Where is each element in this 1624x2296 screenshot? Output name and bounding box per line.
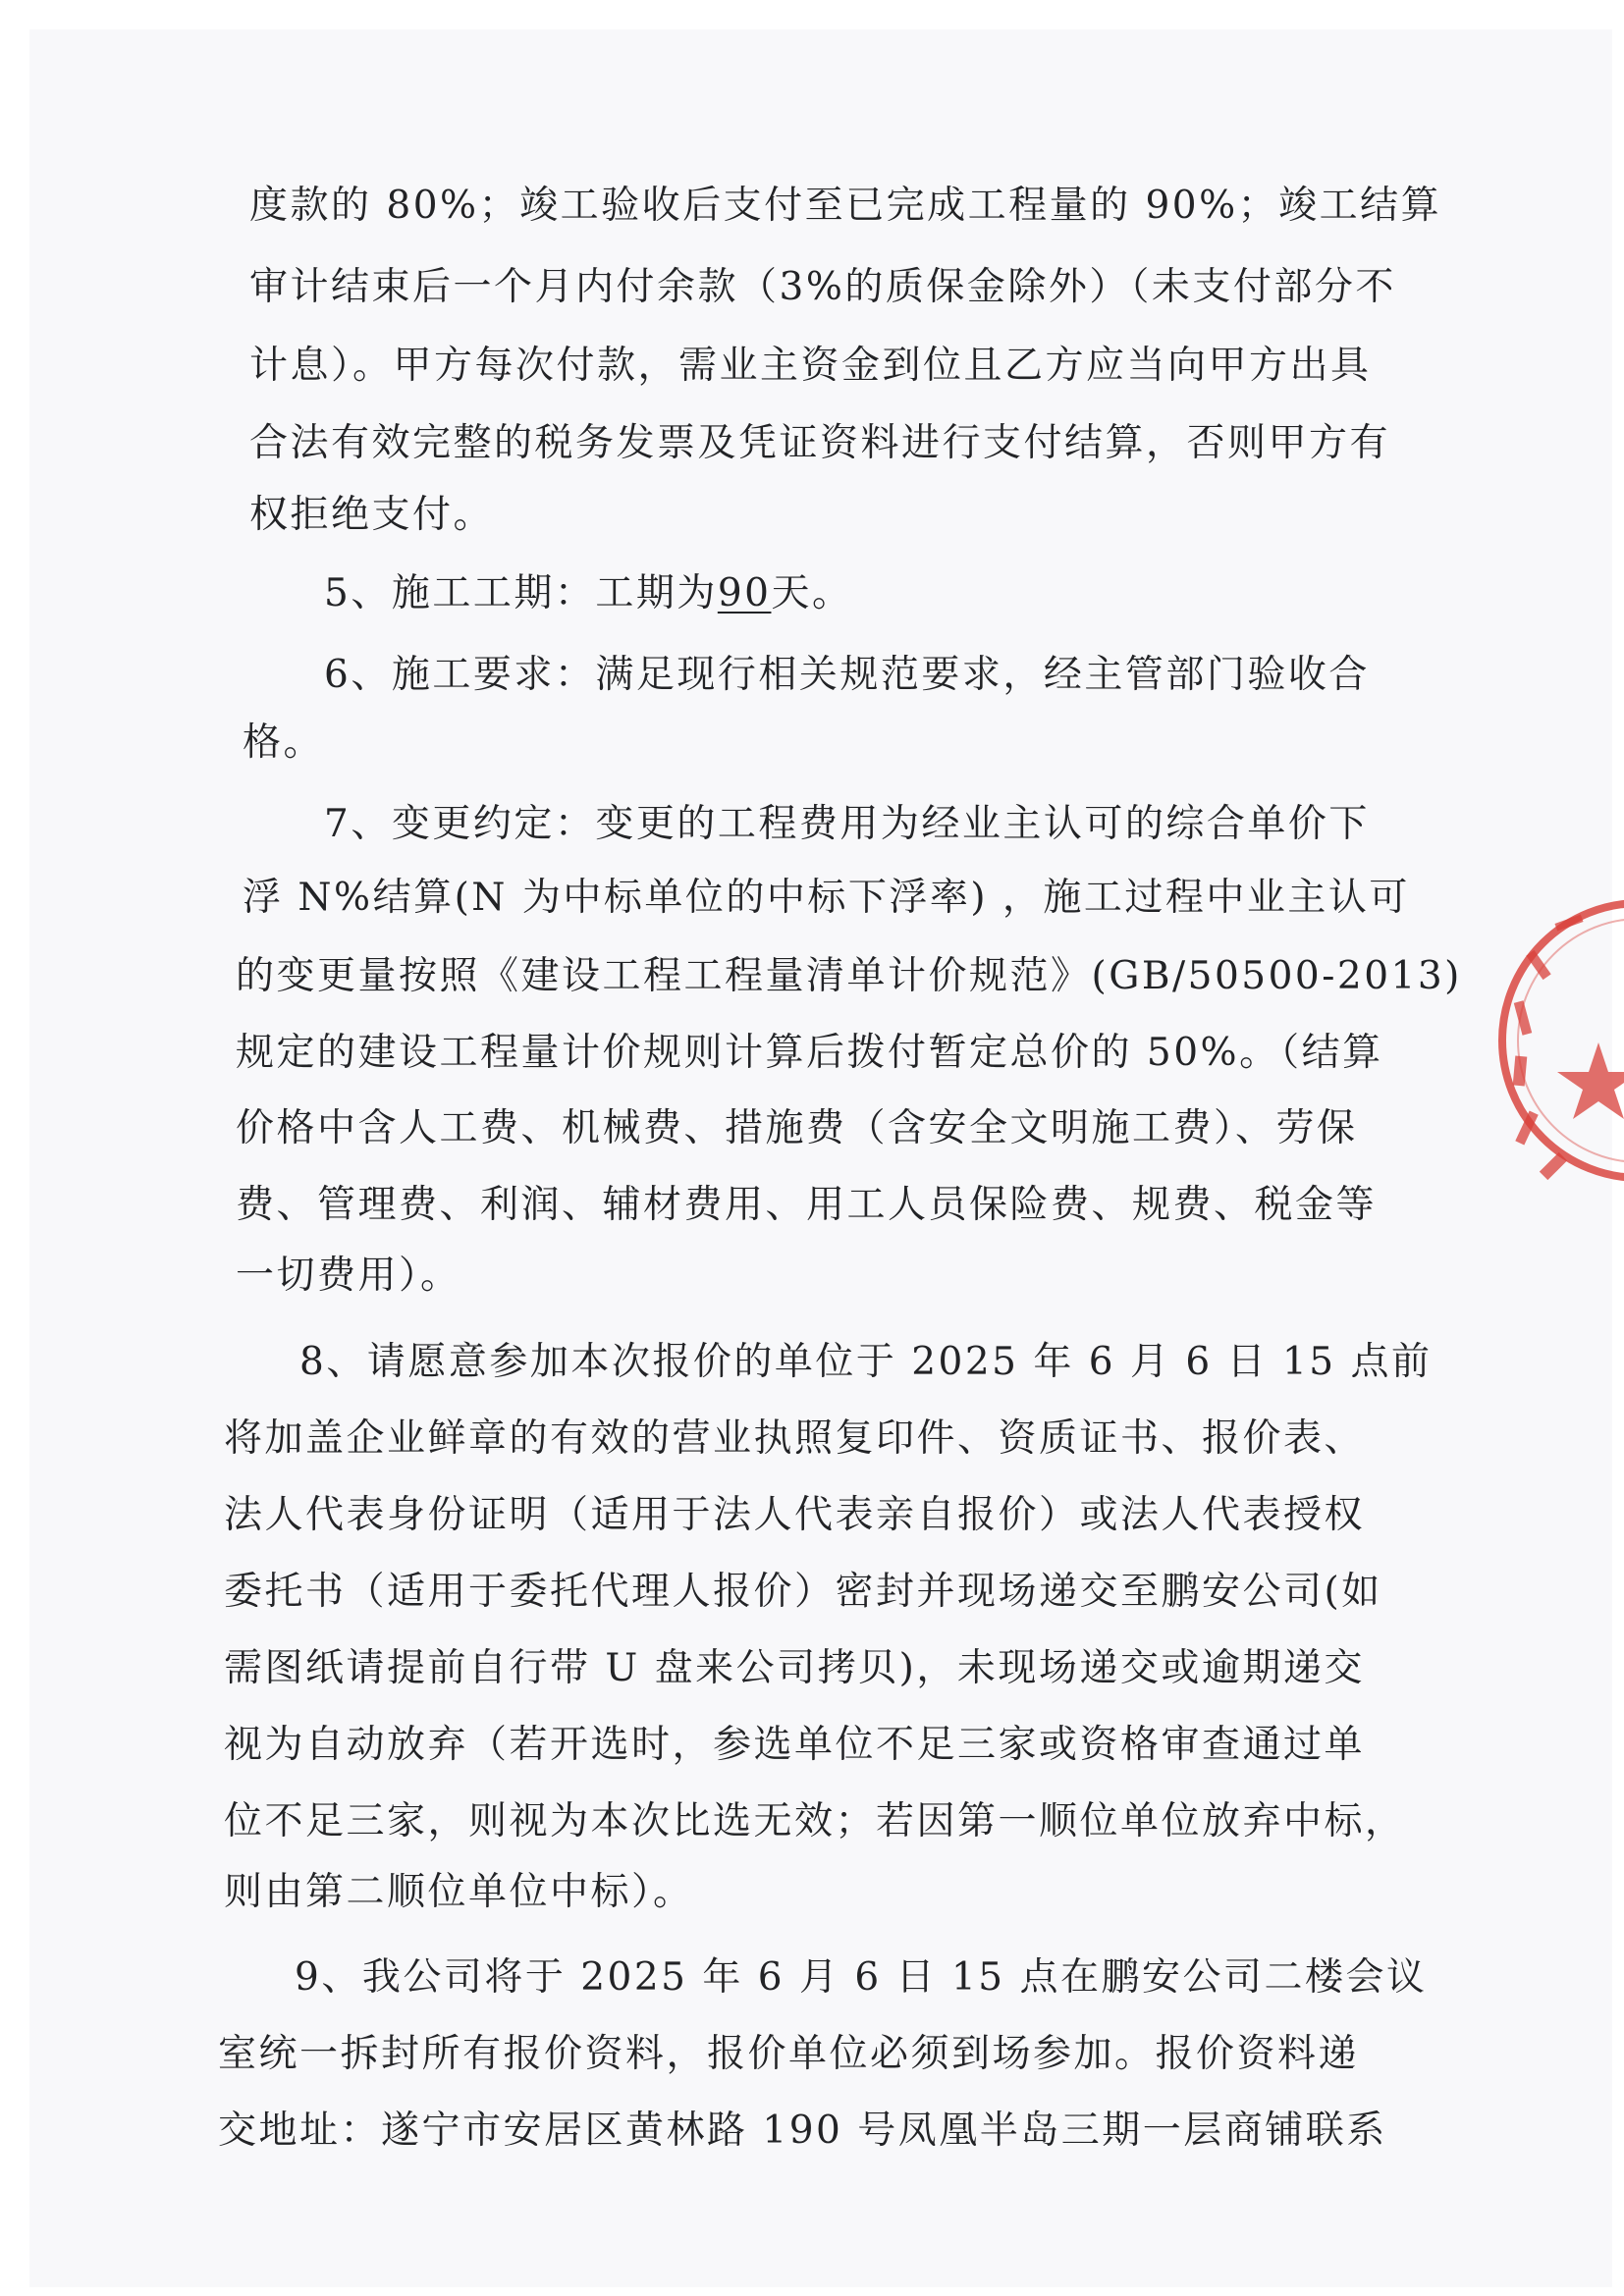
line-segment: 天。 [771, 571, 853, 615]
text-line [324, 571, 853, 615]
text-line: 需图纸请提前自行带 U 盘来公司拷贝)，未现场递交或逾期递交 [224, 1646, 1365, 1690]
text-line: 则由第二顺位单位中标）。 [224, 1870, 694, 1914]
text-line: 法人代表身份证明（适用于法人代表亲自报价）或法人代表授权 [224, 1493, 1366, 1537]
text-line: 将加盖企业鲜章的有效的营业执照复印件、资质证书、报价表、 [224, 1416, 1366, 1461]
text-line: 7、变更约定：变更的工程费用为经业主认可的综合单价下 [324, 802, 1370, 846]
text-line: 权拒绝支付。 [249, 493, 495, 537]
text-line: 6、施工要求：满足现行相关规范要求，经主管部门验收合 [324, 653, 1370, 697]
line-segment: 5、施工工期：工期为 [324, 571, 718, 615]
text-line: 交地址：遂宁市安居区黄林路 190 号凤凰半岛三期一层商铺联系 [218, 2109, 1387, 2153]
text-line: 计息）。甲方每次付款，需业主资金到位且乙方应当向甲方出具 [249, 344, 1372, 388]
text-line: 视为自动放弃（若开选时，参选单位不足三家或资格审查通过单 [224, 1723, 1366, 1767]
text-line: 委托书（适用于委托代理人报价）密封并现场递交至鹏安公司(如 [224, 1570, 1382, 1614]
text-line: 的变更量按照《建设工程工程量清单计价规范》(GB/50500-2013) [236, 954, 1462, 998]
text-line: 位不足三家，则视为本次比选无效；若因第一顺位单位放弃中标， [224, 1799, 1406, 1843]
text-line: 室统一拆封所有报价资料，报价单位必须到场参加。报价资料递 [218, 2032, 1360, 2076]
text-line: 一切费用）。 [236, 1254, 461, 1298]
text-line: 费、管理费、利润、辅材费用、用工人员保险费、规费、税金等 [236, 1183, 1378, 1227]
text-line: 合法有效完整的税务发票及凭证资料进行支付结算，否则甲方有 [249, 421, 1391, 465]
underlined-value: 90 [717, 571, 772, 615]
text-line: 9、我公司将于 2025 年 6 月 6 日 15 点在鹏安公司二楼会议 [295, 1955, 1428, 2000]
text-line: 8、请愿意参加本次报价的单位于 2025 年 6 月 6 日 15 点前 [299, 1340, 1433, 1384]
text-line: 价格中含人工费、机械费、措施费（含安全文明施工费）、劳保 [236, 1106, 1358, 1150]
text-line: 浮 N%结算(N 为中标单位的中标下浮率) ，施工过程中业主认可 [243, 876, 1410, 920]
company-seal [1492, 864, 1624, 1217]
text-line: 格。 [243, 721, 325, 765]
text-line: 规定的建设工程量计价规则计算后拨付暂定总价的 50%。（结算 [236, 1031, 1383, 1075]
text-line: 度款的 80%；竣工验收后支付至已完成工程量的 90%；竣工结算 [249, 184, 1442, 228]
text-line: 审计结束后一个月内付余款（3%的质保金除外）（未支付部分不 [249, 265, 1396, 309]
